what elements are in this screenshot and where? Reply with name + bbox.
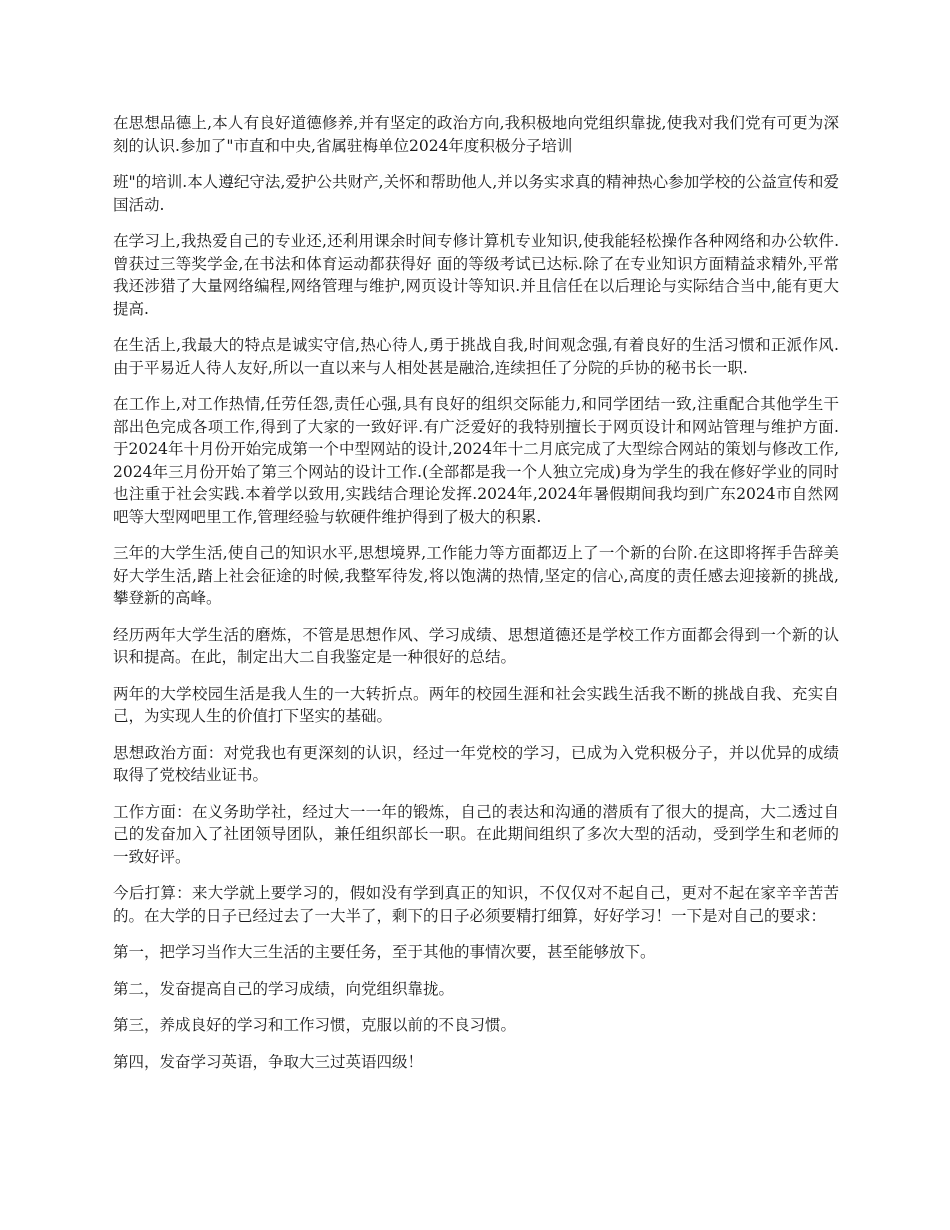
paragraph-work-aspect: 工作方面：在义务助学社，经过大一一年的锻炼，自己的表达和沟通的潜质有了很大的提高，大二透过自己的发奋加入了社团领导团队，兼任组织部长一职。在此期间组织了多次大型的活动，受到学生和老师的一致好评。 (113, 802, 839, 866)
paragraph-goal-second: 第二，发奋提高自己的学习成绩，向党组织靠拢。 (113, 979, 455, 998)
document-body (113, 112, 839, 1087)
paragraph-ideology-continued: 班"的培训.本人遵纪守法,爱护公共财产,关怀和帮助他人,并以务实求真的精神热心参加学校的公益宣传和爱国活动. (113, 173, 839, 214)
paragraph-work: 在工作上,对工作热情,任劳任怨,责任心强,具有良好的组织交际能力,和同学团结一致,注重配合其他学生干部出色完成各项工作,得到了大家的一致好评.有广泛爱好的我特别擅长于网页设计和网站管理与维护方面.于2024年十月份开始完成第一个中型网站的设计,2024年十二月底完成了大型综合网站的策划与修改工作,2024年三月份开始了第三个网站的设计工作.(全部都是我一个人独立完成)身为学生的我在修好学业的同时也注重于社会实践.本着学以致用,实践结合理论发挥.2024年,2024年暑假期间我均到广东2024市自然网吧等大型网吧里工作,管理经验与软硬件维护得到了极大的积累. (113, 395, 839, 526)
paragraph-goal-third: 第三，养成良好的学习和工作习惯，克服以前的不良习惯。 (113, 1016, 517, 1034)
paragraph-future-plan: 今后打算：来大学就上要学习的，假如没有学到真正的知识，不仅仅对不起自己，更对不起在家辛辛苦苦的。在大学的日子已经过去了一大半了，剩下的日子必须要精打细算，好好学习！一下是对自己的要求： (113, 884, 839, 925)
paragraph-two-years-training: 经历两年大学生活的磨炼，不管是思想作风、学习成绩、思想道德还是学校工作方面都会得到一个新的认识和提高。在此，制定出大二自我鉴定是一种很好的总结。 (113, 625, 839, 666)
paragraph-goal-fourth: 第四，发奋学习英语，争取大三过英语四级！ (113, 1052, 424, 1071)
paragraph-goal-first: 第一，把学习当作大三生活的主要任务，至于其他的事情次要，甚至能够放下。 (113, 943, 656, 961)
paragraph-turning-point: 两年的大学校园生活是我人生的一大转折点。两年的校园生涯和社会实践生活我不断的挑战自我、充实自己，为实现人生的价值打下坚实的基础。 (113, 684, 839, 725)
paragraph-study: 在学习上,我热爱自己的专业还,还利用课余时间专修计算机专业知识,使我能轻松操作各种网络和办公软件.曾获过三等奖学金,在书法和体育运动都获得好 面的等级考试已达标.除了在专业知识方面精益求精外,平常我还涉猎了大量网络编程,网络管理与维护,网页设计等知识.并且信任在以后理论与实际结合当中,能有更大提高. (113, 232, 839, 318)
paragraph-politics: 思想政治方面：对党我也有更深刻的认识，经过一年党校的学习，已成为入党积极分子，并以优异的成绩取得了党校结业证书。 (113, 743, 839, 784)
paragraph-life: 在生活上,我最大的特点是诚实守信,热心待人,勇于挑战自我,时间观念强,有着良好的生活习惯和正派作风.由于平易近人待人友好,所以一直以来与人相处甚是融洽,连续担任了分院的乒协的秘书长一职. (113, 336, 839, 377)
paragraph-ideology: 在思想品德上,本人有良好道德修养,并有坚定的政治方向,我积极地向党组织靠拢,使我对我们党有可更为深刻的认识.参加了"市直和中央,省属驻梅单位2024年度积极分子培训 (113, 114, 839, 155)
paragraph-three-years: 三年的大学生活,使自己的知识水平,思想境界,工作能力等方面都迈上了一个新的台阶.在这即将挥手告辞美好大学生活,踏上社会征途的时候,我整军待发,将以饱满的热情,坚定的信心,高度的责任感去迎接新的挑战,攀登新的高峰。 (113, 544, 839, 607)
